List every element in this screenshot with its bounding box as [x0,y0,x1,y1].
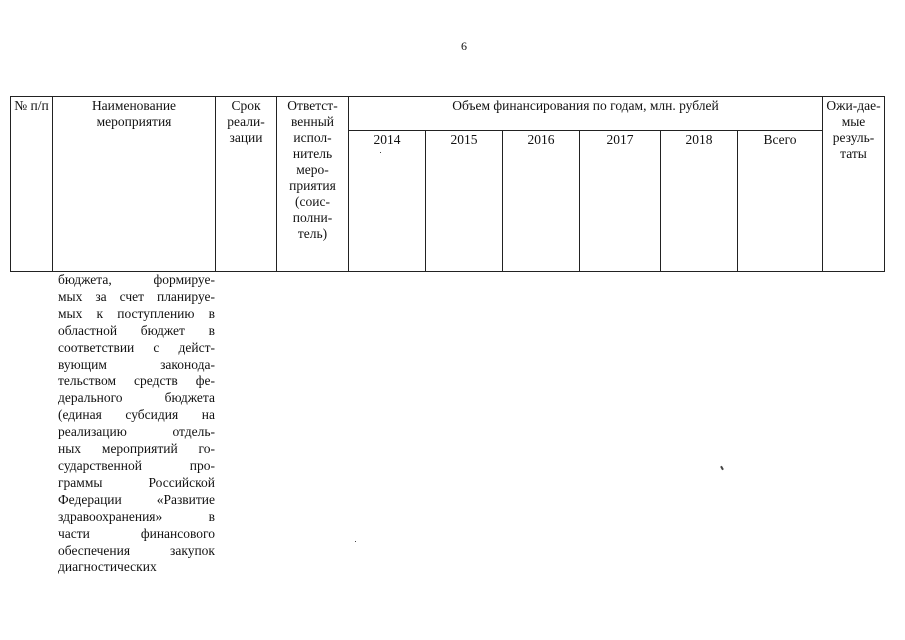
text-line: здравоохранения» в [58,508,215,524]
text-line: ных мероприятий го- [58,441,215,457]
header-year: 2015 [426,130,503,271]
header-year: 2017 [580,130,661,271]
header-year: 2014 [349,130,426,271]
text-line: соответствии с дейст- [58,339,215,355]
text-line: дерального бюджета [58,390,215,406]
continued-cell-text [58,272,215,576]
text-line: Федерации «Развитие [58,491,215,507]
header-name: Наименование мероприятия [53,97,216,272]
text-line: сударственной про- [58,457,215,473]
text-line: диагностических [58,559,157,575]
header-executor: Ответст-венный испол-нитель меро-приятия (соис-полни-тель) [277,97,349,272]
header-num: № п/п [11,97,53,272]
header-year: 2016 [503,130,580,271]
text-line: областной бюджет в [58,322,215,338]
text-line: тельством средств фе- [58,373,215,389]
scan-speck [720,466,724,470]
header-total: Всего [738,130,823,271]
text-line: части финансового [58,525,215,541]
text-line: реализацию отдель- [58,424,215,440]
text-line: мых за счет планируе- [58,288,215,304]
header-term: Срок реали-зации [216,97,277,272]
funding-table [10,96,885,272]
page-number: 6 [461,39,467,53]
header-funding: Объем финансирования по годам, млн. рублей [349,97,823,131]
header-results: Ожи-дае-мые резуль-таты [823,97,885,272]
text-line: (единая субсидия на [58,407,215,423]
scan-speck [380,152,381,153]
scan-speck [355,541,356,542]
text-line: бюджета, формируе- [58,272,215,287]
text-line: вующим законода- [58,356,215,372]
text-line: граммы Российской [58,474,215,490]
header-year: 2018 [661,130,738,271]
text-line: мых к поступлению в [58,305,215,321]
text-line: обеспечения закупок [58,542,215,558]
